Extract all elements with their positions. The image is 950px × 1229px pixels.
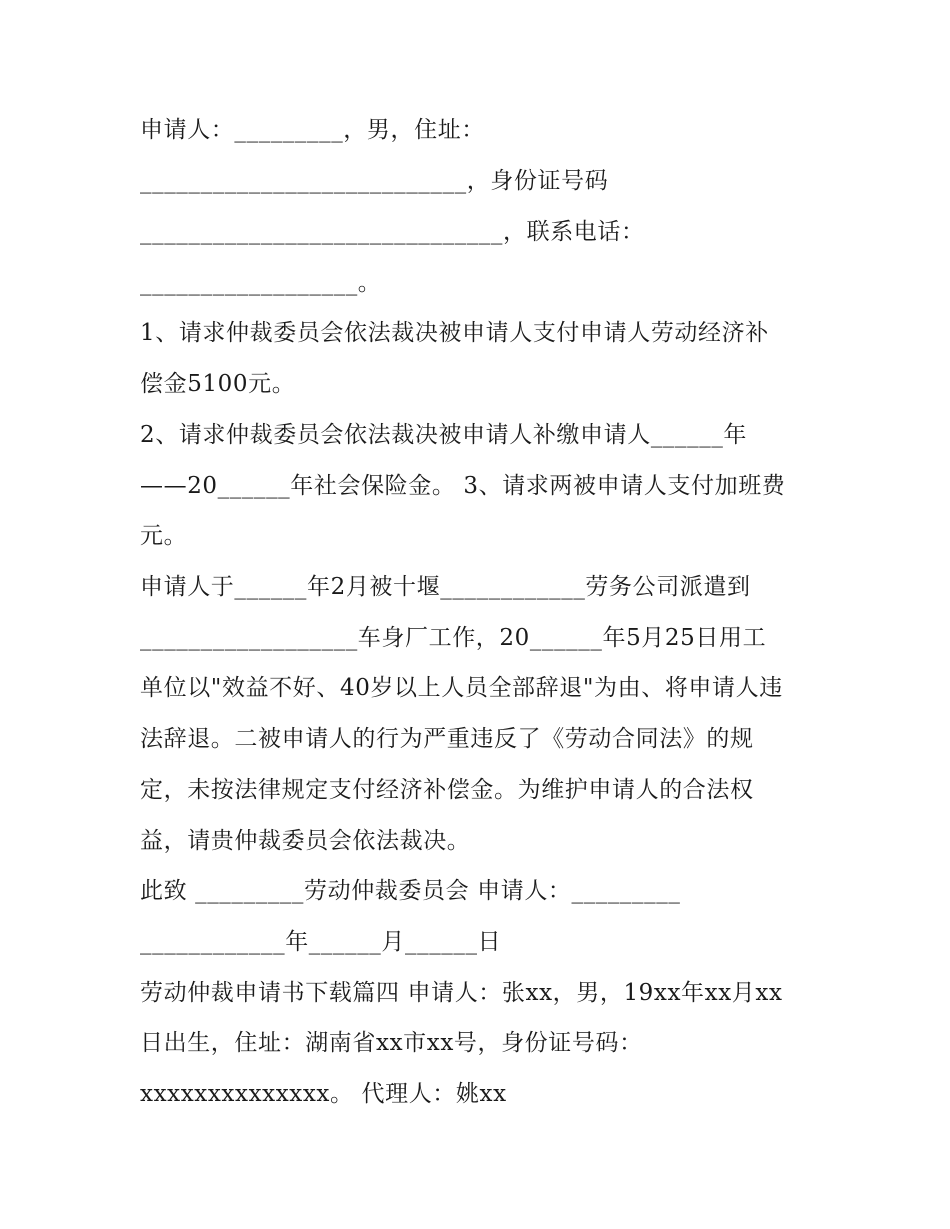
- text-line: 法辞退。二被申请人的行为严重违反了《劳动合同法》的规: [140, 726, 754, 752]
- text-line: 申请人于______年2月被十堰____________劳务公司派遣到: [140, 574, 751, 600]
- text-line: 单位以"效益不好、40岁以上人员全部辞退"为由、将申请人违: [140, 675, 783, 701]
- text-line: 申请人：_________，男，住址：: [140, 117, 485, 143]
- text-line: __________________车身厂工作，20______年5月25日用工: [140, 625, 767, 651]
- text-line: 益，请贵仲裁委员会依法裁决。: [140, 828, 471, 854]
- text-line: 此致 _________劳动仲裁委员会 申请人：_________: [140, 878, 681, 904]
- text-line: 2、请求仲裁委员会依法裁决被申请人补缴申请人______年: [140, 422, 748, 448]
- text-line: ——20______年社会保险金。 3、请求两被申请人支付加班费: [140, 473, 786, 499]
- text-line: ___________________________，身份证号码: [140, 168, 609, 194]
- text-line: __________________。: [140, 270, 382, 296]
- text-line: 日出生，住址：湖南省xx市xx号，身份证号码：: [140, 1030, 643, 1056]
- text-line: ______________________________，联系电话：: [140, 219, 645, 245]
- text-line: ____________年______月______日: [140, 929, 502, 955]
- text-line: 偿金5100元。: [140, 371, 296, 397]
- text-line: xxxxxxxxxxxxxx。 代理人：姚xx: [140, 1081, 507, 1107]
- text-line: 1、请求仲裁委员会依法裁决被申请人支付申请人劳动经济补: [140, 320, 769, 346]
- text-line: 定，未按法律规定支付经济补偿金。为维护申请人的合法权: [140, 777, 754, 803]
- text-line: 劳动仲裁申请书下载篇四 申请人：张xx，男，19xx年xx月xx: [140, 980, 783, 1006]
- text-line: 元。: [140, 523, 188, 549]
